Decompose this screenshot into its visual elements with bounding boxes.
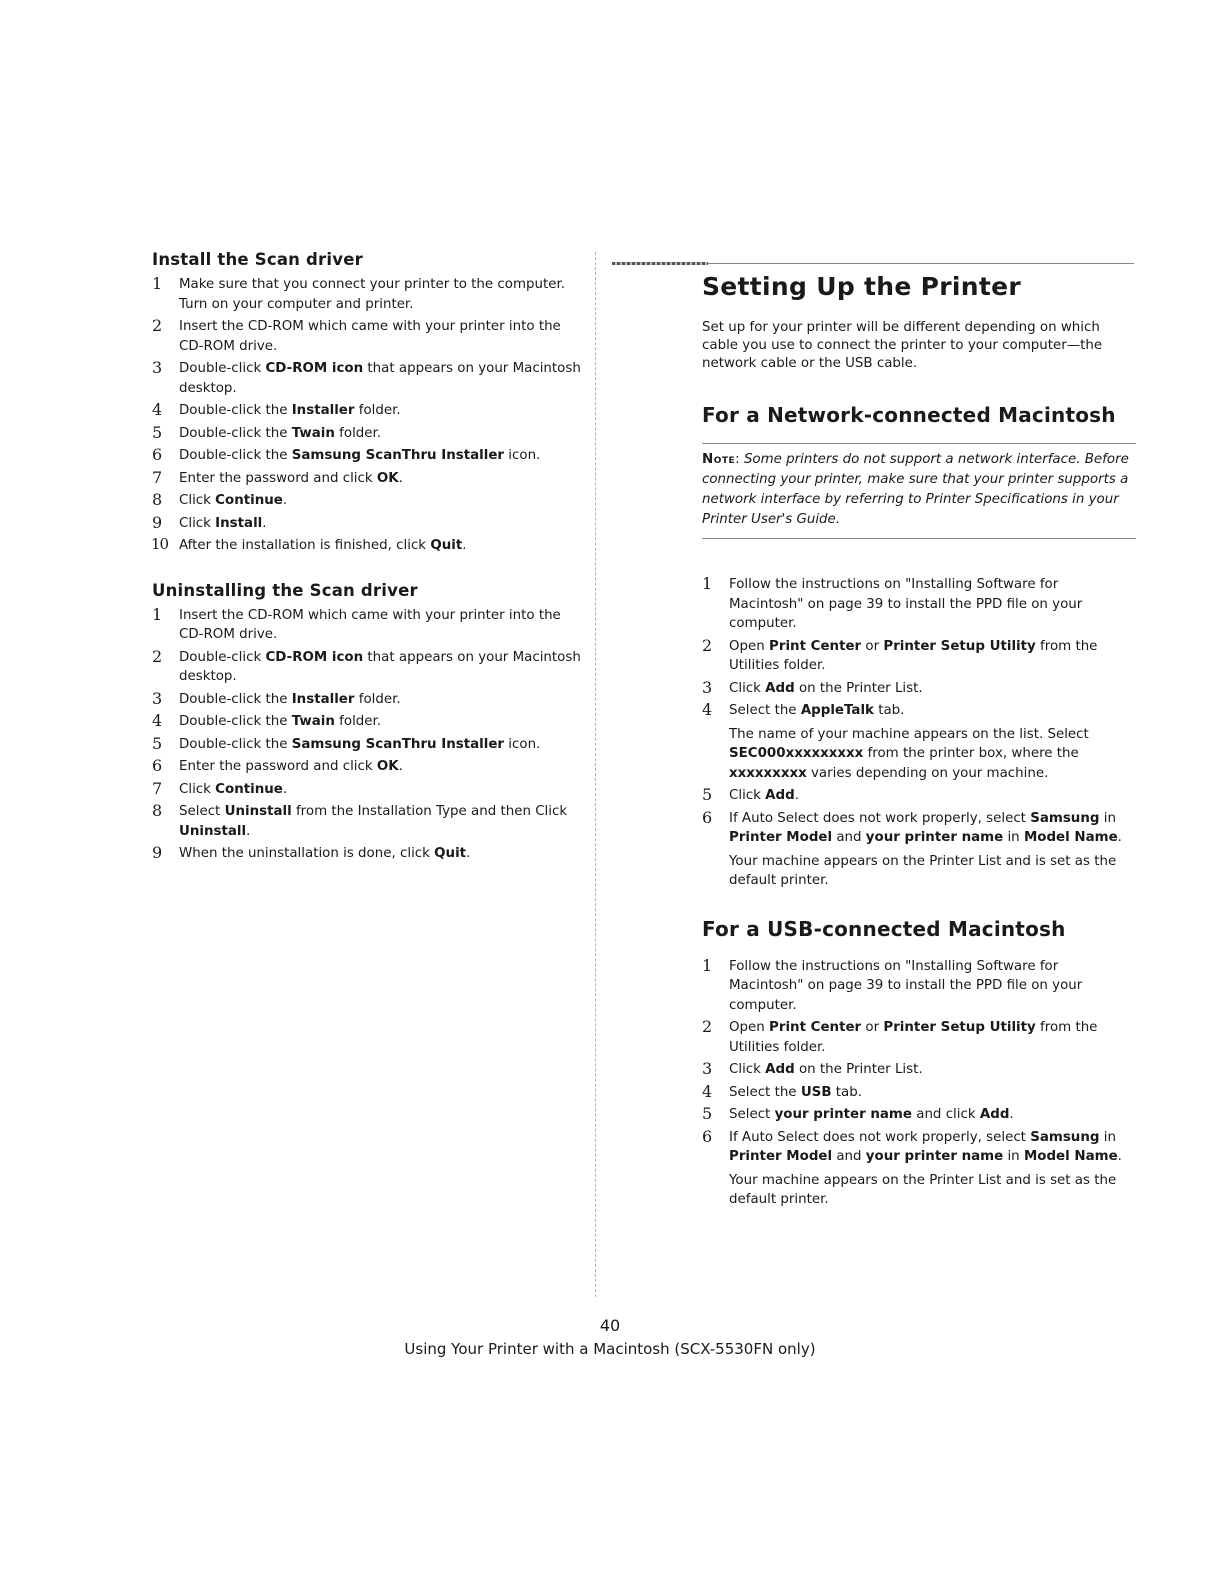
step-number: 7 xyxy=(152,467,163,487)
emphasis-text: Quit xyxy=(434,846,467,861)
step-body xyxy=(179,516,267,531)
step-text: . xyxy=(398,470,403,486)
step-text: . xyxy=(466,846,471,861)
step-number: 5 xyxy=(702,1104,713,1123)
step-item xyxy=(152,780,584,800)
step-text: icon. xyxy=(504,448,541,463)
step-text: Double-click the xyxy=(179,736,292,752)
step-body xyxy=(179,319,561,354)
step-body xyxy=(179,448,540,463)
step-text: and click xyxy=(911,1107,980,1122)
step-number: 2 xyxy=(702,635,713,655)
step-body xyxy=(729,811,1122,846)
install-steps-list xyxy=(152,275,584,556)
intro-paragraph: Set up for your printer will be different depending on which cable you use to connect the printer to your computer—the network cable or the USB cable. xyxy=(702,320,1103,371)
left-column xyxy=(152,250,584,867)
emphasis-text: Model Name xyxy=(1023,830,1118,845)
step-body xyxy=(179,759,403,774)
emphasis-text: Continue xyxy=(215,781,283,797)
step-text: Follow the instructions on "Installing Software for Macintosh" on page 39 to install the PPD file on your computer. xyxy=(729,577,1083,631)
step-number: 3 xyxy=(702,1059,713,1078)
step-body xyxy=(729,1062,923,1077)
step-text: Click xyxy=(179,493,216,508)
step-text: or xyxy=(861,1020,884,1035)
emphasis-text: Add xyxy=(979,1107,1010,1122)
step-number: 6 xyxy=(152,756,163,775)
step-text: varies depending on your machine. xyxy=(806,765,1049,781)
step-text: from the Installation Type and then Click xyxy=(291,804,568,819)
note-box xyxy=(702,443,1136,539)
step-text: that appears on your Macintosh desktop. xyxy=(179,361,581,396)
page-title: Setting Up the Printer xyxy=(702,272,1021,301)
step-subnote xyxy=(729,725,1136,784)
step-number: 8 xyxy=(152,801,163,820)
step-number: 9 xyxy=(152,843,163,862)
emphasis-text: your printer name xyxy=(774,1107,912,1122)
emphasis-text: Install xyxy=(215,515,263,531)
step-text: from the Utilities folder. xyxy=(729,1020,1098,1055)
step-text: Click xyxy=(729,1062,766,1077)
emphasis-text: OK xyxy=(376,470,399,486)
step-number: 6 xyxy=(702,1126,713,1146)
emphasis-text: Installer xyxy=(291,691,355,707)
step-text: tab. xyxy=(831,1084,863,1100)
step-text: Double-click xyxy=(179,361,266,376)
emphasis-text: Samsung xyxy=(1030,1129,1100,1145)
footer-text: Using Your Printer with a Macintosh (SCX-5530FN only) xyxy=(404,1340,816,1358)
step-body xyxy=(179,846,470,861)
step-body xyxy=(179,277,565,312)
step-item xyxy=(152,446,584,466)
note-text: Some printers do not support a network interface. Before connecting your printer, make sure that your printer supports a network interface by referring to Printer Specifications in your Printer User's Guide. xyxy=(702,452,1129,527)
step-number: 6 xyxy=(152,445,163,464)
step-text: If Auto Select does not work properly, select xyxy=(729,1129,1031,1145)
emphasis-text: Continue xyxy=(215,493,283,508)
step-body xyxy=(179,471,403,486)
step-text: Open xyxy=(729,638,770,654)
step-number: 1 xyxy=(702,574,713,593)
step-body xyxy=(179,692,401,707)
step-body xyxy=(179,804,567,839)
step-number: 6 xyxy=(702,807,713,827)
step-text: If Auto Select does not work properly, select xyxy=(729,810,1031,826)
step-text: folder. xyxy=(354,691,401,707)
emphasis-text: Uninstall xyxy=(224,804,292,819)
step-text: in xyxy=(1003,830,1024,845)
step-text: on the Printer List. xyxy=(794,1062,923,1077)
emphasis-text: SEC000xxxxxxxxx xyxy=(729,746,864,761)
emphasis-text: Add xyxy=(765,788,795,803)
step-body xyxy=(179,493,287,508)
step-text: Select xyxy=(729,1107,775,1122)
step-body xyxy=(179,650,581,685)
step-body xyxy=(729,1107,1014,1122)
step-text: . xyxy=(1117,830,1122,845)
step-text: and xyxy=(832,830,866,845)
step-number: 5 xyxy=(152,733,163,753)
step-text: on the Printer List. xyxy=(794,680,923,696)
step-text: . xyxy=(282,493,288,508)
step-item xyxy=(702,1105,1136,1125)
step-text: from the printer box, where the xyxy=(863,746,1079,761)
usb-steps-list xyxy=(702,957,1136,1210)
step-body xyxy=(179,538,467,553)
step-number: 8 xyxy=(152,490,163,509)
step-number: 2 xyxy=(702,1017,713,1036)
step-body xyxy=(179,782,287,797)
step-text: . xyxy=(262,515,267,531)
step-item xyxy=(152,401,584,421)
emphasis-text: Quit xyxy=(430,538,463,553)
step-item xyxy=(152,712,584,732)
step-body xyxy=(729,1085,862,1100)
step-body xyxy=(729,577,1082,631)
step-number: 4 xyxy=(152,711,163,730)
emphasis-text: CD-ROM icon xyxy=(265,649,364,665)
step-item xyxy=(152,514,584,534)
step-number: 3 xyxy=(152,358,163,377)
emphasis-text: Samsung ScanThru Installer xyxy=(291,736,505,752)
step-item xyxy=(702,1083,1136,1103)
step-item xyxy=(152,359,584,398)
step-item xyxy=(702,679,1136,699)
step-text: . xyxy=(462,538,467,553)
step-subnote xyxy=(729,1171,1136,1210)
step-text: from the Utilities folder. xyxy=(729,638,1098,673)
step-text: tab. xyxy=(873,703,905,718)
step-text: . xyxy=(246,823,251,839)
step-text: . xyxy=(282,781,288,797)
emphasis-text: Twain xyxy=(291,425,335,441)
step-number: 2 xyxy=(152,646,163,666)
step-text: and xyxy=(832,1149,866,1164)
step-item xyxy=(702,1018,1136,1057)
step-number: 4 xyxy=(702,700,713,719)
step-number: 3 xyxy=(152,688,163,708)
right-column xyxy=(702,272,1136,1213)
step-text: Click xyxy=(179,781,216,797)
step-text: Follow the instructions on "Installing Software for Macintosh" on page 39 to install the PPD file on your computer. xyxy=(729,958,1083,1013)
usb-section-heading: For a USB-connected Macintosh xyxy=(702,916,1066,941)
step-text: in xyxy=(1099,810,1116,826)
emphasis-text: Installer xyxy=(291,403,355,418)
emphasis-text: Printer Setup Utility xyxy=(883,1020,1036,1035)
step-item xyxy=(702,575,1136,634)
step-text: Insert the CD-ROM which came with your printer into the CD-ROM drive. xyxy=(179,607,561,642)
step-item xyxy=(702,957,1136,1016)
step-text: When the uninstallation is done, click xyxy=(179,846,435,861)
step-item xyxy=(152,536,584,556)
emphasis-text: CD-ROM icon xyxy=(265,361,364,376)
step-text: Your machine appears on the Printer List and is set as the default printer. xyxy=(729,1172,1117,1207)
emphasis-text: your printer name xyxy=(865,1149,1004,1164)
step-text: Double-click the xyxy=(179,691,292,707)
step-text: Double-click the xyxy=(179,425,292,441)
emphasis-text: Print Center xyxy=(769,1020,862,1035)
step-text: The name of your machine appears on the list. Select xyxy=(729,726,1089,742)
emphasis-text: Samsung ScanThru Installer xyxy=(291,448,505,463)
step-number: 3 xyxy=(702,677,713,697)
emphasis-text: Samsung xyxy=(1030,810,1100,826)
emphasis-text: USB xyxy=(800,1084,832,1100)
step-item xyxy=(152,469,584,489)
emphasis-text: Twain xyxy=(291,714,335,729)
step-item xyxy=(152,275,584,314)
step-text: Select xyxy=(179,804,225,819)
column-divider xyxy=(595,252,596,1297)
step-number: 1 xyxy=(702,955,713,975)
step-body xyxy=(179,714,381,729)
step-text: Click xyxy=(729,680,766,696)
emphasis-text: Add xyxy=(765,1062,795,1077)
note-colon: : xyxy=(735,452,744,467)
emphasis-text: Model Name xyxy=(1023,1149,1118,1164)
step-number: 1 xyxy=(152,604,163,624)
note-label: Note xyxy=(702,452,736,467)
step-number: 7 xyxy=(152,778,163,798)
step-number: 10 xyxy=(151,535,169,553)
step-number: 4 xyxy=(702,1081,713,1101)
step-text: Enter the password and click xyxy=(179,470,377,486)
step-text: or xyxy=(861,638,884,654)
step-number: 9 xyxy=(152,512,163,532)
step-text: . xyxy=(1009,1107,1014,1122)
step-text: Double-click the xyxy=(179,714,292,729)
step-text: Double-click the xyxy=(179,403,292,418)
emphasis-text: Uninstall xyxy=(179,823,247,839)
step-body xyxy=(179,737,540,752)
step-text: . xyxy=(398,759,403,774)
step-item xyxy=(702,1060,1136,1080)
step-item xyxy=(152,757,584,777)
install-scan-driver-heading: Install the Scan driver xyxy=(152,250,363,269)
emphasis-text: OK xyxy=(376,759,399,774)
step-text: Click xyxy=(179,515,216,531)
step-body xyxy=(729,639,1097,674)
emphasis-text: Printer Model xyxy=(729,830,833,845)
step-number: 4 xyxy=(152,400,163,419)
step-text: in xyxy=(1099,1129,1116,1145)
step-text: Your machine appears on the Printer List and is set as the default printer. xyxy=(729,853,1117,888)
step-text: folder. xyxy=(354,403,401,418)
step-number: 1 xyxy=(152,274,163,293)
emphasis-text: Printer Setup Utility xyxy=(883,638,1036,654)
step-text: that appears on your Macintosh desktop. xyxy=(179,649,581,684)
step-text: Make sure that you connect your printer to the computer. Turn on your computer and printer. xyxy=(179,277,566,312)
step-body xyxy=(179,426,381,441)
network-section-heading: For a Network-connected Macintosh xyxy=(702,403,1116,427)
step-text: Click xyxy=(729,788,766,803)
step-text: icon. xyxy=(504,736,541,752)
step-text: After the installation is finished, click xyxy=(179,538,431,553)
emphasis-text: AppleTalk xyxy=(800,703,874,718)
step-number: 5 xyxy=(152,422,163,442)
page-number: 40 xyxy=(599,1316,621,1335)
step-body xyxy=(179,361,581,396)
step-item xyxy=(702,701,1136,783)
emphasis-text: your printer name xyxy=(865,830,1004,845)
step-item xyxy=(152,802,584,841)
emphasis-text: Add xyxy=(765,680,795,696)
step-text: Double-click xyxy=(179,649,266,665)
step-body xyxy=(729,959,1082,1013)
step-text: in xyxy=(1003,1149,1024,1164)
step-item xyxy=(152,648,584,687)
step-text: folder. xyxy=(334,425,382,441)
step-text: Enter the password and click xyxy=(179,759,377,774)
step-text: folder. xyxy=(334,714,382,729)
step-subnote xyxy=(729,852,1136,891)
step-body xyxy=(729,788,799,803)
step-item xyxy=(152,491,584,511)
emphasis-text: Print Center xyxy=(769,638,862,654)
uninstall-scan-driver-heading: Uninstalling the Scan driver xyxy=(152,580,418,600)
emphasis-text: Printer Model xyxy=(729,1149,833,1164)
emphasis-text: xxxxxxxxx xyxy=(729,765,807,781)
step-item xyxy=(152,844,584,864)
step-item xyxy=(702,1128,1136,1210)
step-body xyxy=(729,1020,1097,1055)
step-body xyxy=(729,703,904,718)
step-body xyxy=(179,403,401,418)
step-text: Double-click the xyxy=(179,448,292,463)
step-item xyxy=(152,317,584,356)
step-item xyxy=(152,690,584,710)
step-item xyxy=(702,809,1136,891)
top-rule-accent xyxy=(612,262,708,265)
step-item xyxy=(702,786,1136,806)
step-item xyxy=(702,637,1136,676)
step-item xyxy=(152,424,584,444)
step-body xyxy=(729,681,923,696)
step-body xyxy=(179,608,561,643)
step-item xyxy=(152,606,584,645)
step-text: Insert the CD-ROM which came with your printer into the CD-ROM drive. xyxy=(179,319,561,354)
step-text: Select the xyxy=(729,1084,801,1100)
step-text: Select the xyxy=(729,703,801,718)
uninstall-steps-list xyxy=(152,606,584,864)
step-text: . xyxy=(794,788,799,803)
step-body xyxy=(729,1130,1122,1165)
step-text: Open xyxy=(729,1020,770,1035)
step-number: 5 xyxy=(702,785,713,804)
network-steps-list xyxy=(702,575,1136,891)
step-text: . xyxy=(1117,1149,1122,1164)
step-number: 2 xyxy=(152,316,163,335)
step-item xyxy=(152,735,584,755)
